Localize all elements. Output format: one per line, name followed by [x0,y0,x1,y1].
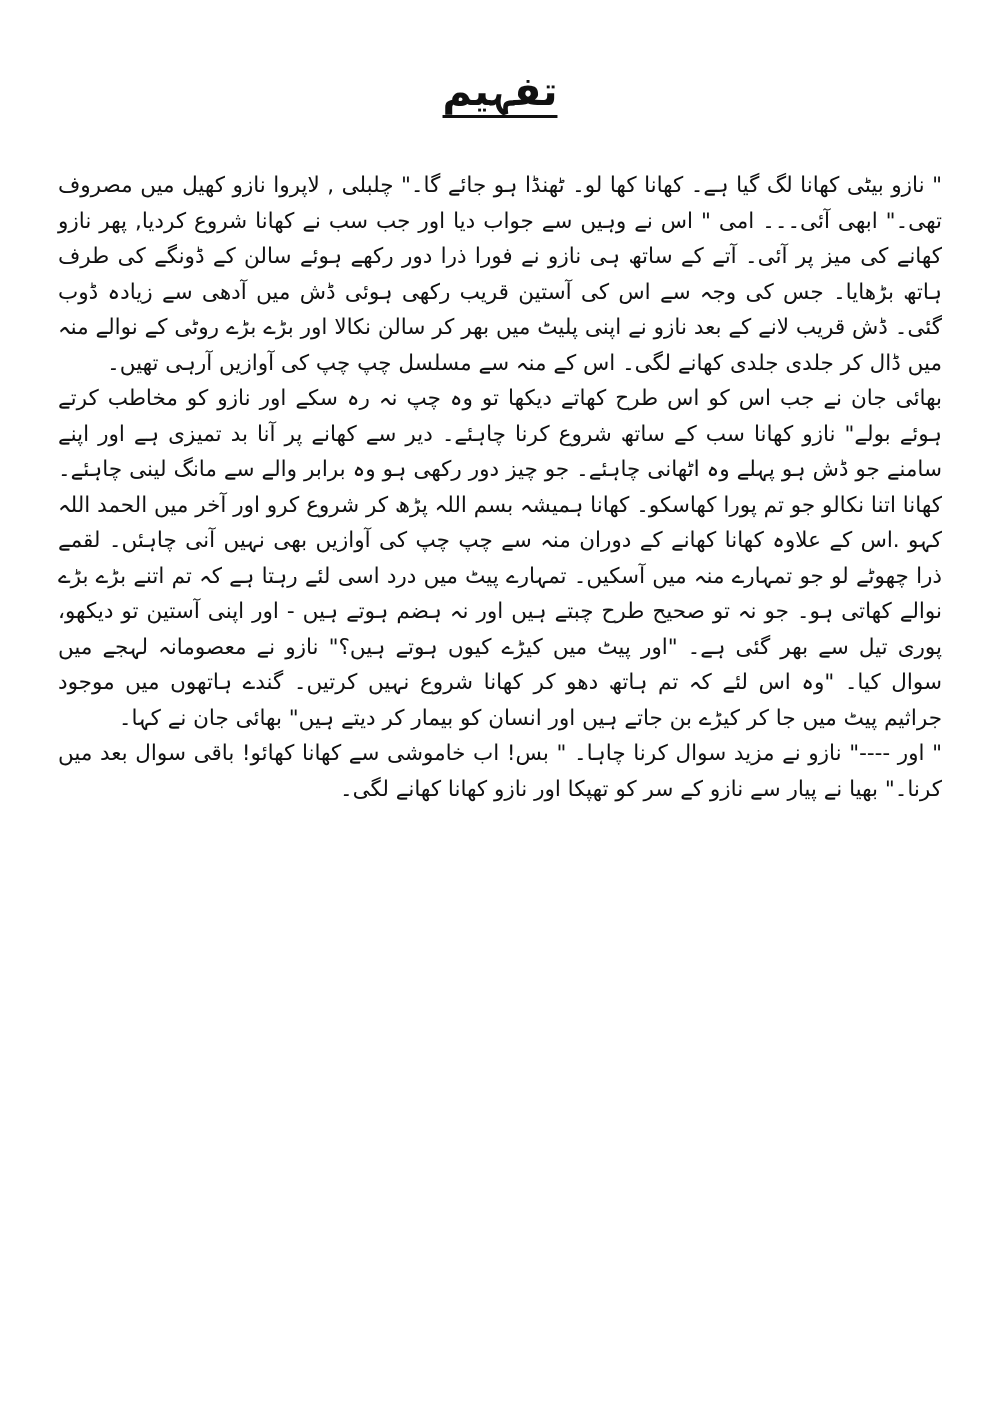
paragraph-1: " نازو بیٹی کھانا لگ گیا ہے۔ کھانا کھا لو۔ ٹھنڈا ہو جائے گا۔" چلبلی , لاپروا نازو کھیل میں مصروف تھی۔" ابھی آئی۔۔۔ امی " اس نے وہیں سے جواب دیا اور جب سب نے کھانا شروع کردیا, پھر نازو کھانے کی میز پر آئی۔ آتے کے ساتھ ہی نازو نے فورا ذرا دور رکھے ہوئے سالن کے ڈونگے کی طرف ہاتھ بڑھایا۔ جس کی وجہ سے اس کی آستین قریب رکھی ہوئی ڈش میں آدھی سے زیادہ ڈوب گئی۔ ڈش قریب لانے کے بعد نازو نے اپنی پلیٹ میں بھر کر سالن نکالا اور بڑے بڑے روٹی کے نوالے منہ میں ڈال کر جلدی جلدی کھانے لگی۔ اس کے منہ سے مسلسل چپ چپ کی آوازیں آرہی تھیں۔ [58,173,942,376]
paragraph-2: بھائی جان نے جب اس کو اس طرح کھاتے دیکھا تو وہ چپ نہ رہ سکے اور نازو کو مخاطب کرتے ہوئے بولے" نازو کھانا سب کے ساتھ شروع کرنا چاہئے۔ دیر سے کھانے پر آنا بد تمیزی ہے اور اپنے سامنے جو ڈش ہو پہلے وہ اٹھانی چاہئے۔ جو چیز دور رکھی ہو وہ برابر والے سے مانگ لینی چاہئے۔ کھانا اتنا نکالو جو تم پورا کھاسکو۔ کھانا ہمیشہ بسم اللہ پڑھ کر شروع کرو اور آخر میں الحمد اللہ کہو .اس کے علاوہ کھانا کھانے کے دوران منہ سے چپ چپ کی آوازیں بھی نہیں آنی چاہئں۔ لقمے ذرا چھوٹے لو جو تمہارے منہ میں آسکیں۔ تمہارے پیٹ میں درد اسی لئے رہتا ہے کہ تم اتنے بڑے بڑے نوالے کھاتی ہو۔ جو نہ تو صحیح طرح چبتے ہیں اور نہ ہضم ہوتے ہیں - اور اپنی آستین تو دیکھو، پوری تیل سے بھر گئی ہے۔ "اور پیٹ میں کیڑے کیوں ہوتے ہیں؟" نازو نے معصومانہ لہجے میں سوال کیا۔ "وہ اس لئے کہ تم ہاتھ دھو کر کھانا شروع نہیں کرتیں۔ گندے ہاتھوں میں موجود جراثیم پیٹ میں جا کر کیڑے بن جاتے ہیں اور انسان کو بیمار کر دیتے ہیں" بھائی جان نے کہا۔ [58,386,942,731]
story-text [58,168,942,807]
paragraph-3: " اور ----" نازو نے مزید سوال کرنا چاہا۔ " بس! اب خاموشی سے کھانا کھائو! باقی سوال بعد میں کرنا۔" بھیا نے پیار سے نازو کے سر کو تھپکا اور نازو کھانا کھانے لگی۔ [58,741,942,802]
page-title [0,62,1000,122]
page-title-text: تفہیم [442,69,558,115]
